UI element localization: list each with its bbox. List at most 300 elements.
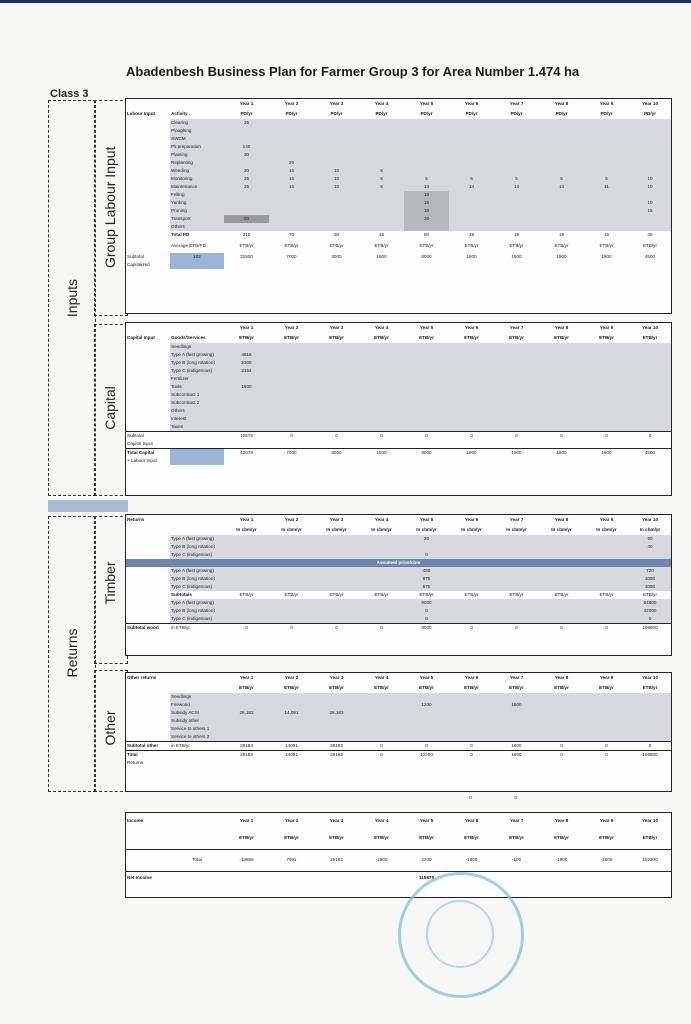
capital-value (584, 359, 629, 367)
labour-value (359, 199, 404, 207)
subtotal-value: 1600 (601, 253, 612, 259)
activity-name: Ploughing (170, 127, 224, 135)
subtotal-value: 0 (404, 742, 449, 751)
capital-row (126, 351, 671, 359)
subtotal-value: 106800 (629, 624, 671, 633)
unit-header: ETB/yr (284, 684, 299, 690)
cell (269, 457, 314, 465)
cell (126, 683, 170, 693)
unit-header: In cbm/yr (416, 526, 437, 532)
capital-value (224, 391, 269, 399)
labour-value: 5 (539, 175, 584, 183)
cell (170, 759, 224, 767)
cell (126, 323, 170, 333)
other-value (449, 693, 494, 701)
capital-value (584, 399, 629, 407)
year-header: Year 6 (464, 674, 479, 680)
subtotal-value: 0 (494, 624, 539, 633)
other-name: Seedlings (170, 693, 224, 701)
year-header: Year 3 (329, 100, 344, 106)
subtotal-value (269, 607, 314, 615)
top-edge-line (0, 0, 691, 3)
labour-value (449, 127, 494, 135)
cell (494, 457, 539, 465)
subtotal-value: 0 (449, 742, 494, 751)
labour-value: 5 (404, 175, 449, 183)
labour-value (224, 191, 269, 199)
volume-value (449, 535, 494, 543)
labour-value (269, 207, 314, 215)
price-value (584, 567, 629, 575)
assumed-price-band: Assumed price/cbm (376, 559, 421, 565)
other-value (224, 693, 269, 701)
subtotal-value: 0 (359, 742, 404, 751)
labour-value: 5 (359, 167, 404, 175)
unit-header: ETB/yr (374, 835, 389, 841)
year-header-row (126, 813, 671, 829)
unit-header: ETB/yr (419, 684, 434, 690)
unit-header: ETB/yr (374, 684, 389, 690)
cell (126, 701, 170, 709)
subtotal-label: Subtotal (126, 432, 170, 441)
volume-value (494, 535, 539, 543)
other-name: Firewood (170, 701, 224, 709)
year-header: Year 1 (239, 324, 254, 330)
capital-value (314, 367, 359, 375)
price-value: 575 (404, 583, 449, 591)
capital-value (269, 359, 314, 367)
capital-value (314, 415, 359, 423)
total-value: 45 (647, 231, 653, 237)
capital-value (404, 383, 449, 391)
cell (269, 261, 314, 269)
below-value (583, 794, 628, 802)
year-header: Year 4 (374, 674, 389, 680)
cell (494, 440, 539, 449)
subtotal-value: 1900 (466, 253, 477, 259)
timber-label: Timber (102, 561, 118, 605)
year-header: Year 1 (239, 817, 254, 823)
price-value (584, 583, 629, 591)
cell (170, 261, 224, 269)
labour-value (314, 127, 359, 135)
labour-value (494, 135, 539, 143)
cell (126, 615, 170, 624)
unit-cell: ETB/yr (419, 242, 434, 248)
price-value (539, 583, 584, 591)
cell (170, 525, 224, 535)
labour-value (449, 119, 494, 127)
subtotal-value: 0 (449, 624, 494, 633)
capital-value (449, 391, 494, 399)
year-header: Year 9 (599, 817, 614, 823)
cell (170, 813, 224, 829)
other-value (449, 725, 494, 733)
cell (494, 759, 539, 767)
capital-value (404, 399, 449, 407)
labour-value (224, 207, 269, 215)
labour-value (494, 215, 539, 223)
subtotal-value: 0 (449, 432, 494, 441)
unit-header: PD/yr (285, 110, 298, 116)
subtotal-value: 14091 (269, 742, 314, 751)
capital-value (359, 351, 404, 359)
goods-name: Subcontract 1 (170, 391, 224, 399)
subtotal-row (126, 253, 671, 261)
unit-header: ETB/yr (554, 684, 569, 690)
year-header: Year 10 (641, 674, 659, 680)
year-header: Year 6 (464, 516, 479, 522)
capital-value: 2308 (224, 359, 269, 367)
labour-value (629, 119, 671, 127)
avg-value: 102 (170, 253, 224, 261)
unit-header: ETB/yr (239, 835, 254, 841)
other-value (494, 693, 539, 701)
cell (170, 432, 224, 441)
subtotal-value (494, 607, 539, 615)
capital-row (126, 343, 671, 351)
labour-value (359, 127, 404, 135)
income-value: 102300 (629, 849, 671, 871)
subtotal-value (359, 607, 404, 615)
year-header: Year 7 (509, 516, 524, 522)
labour-value (539, 199, 584, 207)
timber-type: Type B (long rotation) (170, 575, 224, 583)
returns-label: Returns (64, 628, 80, 678)
timber-price-row (126, 575, 671, 583)
volume-value (224, 543, 269, 551)
below-value (313, 794, 358, 802)
subtotal-value: 0 (494, 432, 539, 441)
labour-row (126, 127, 671, 135)
income-value: 25183 (314, 849, 359, 871)
cell (126, 535, 170, 543)
unit-header-row (126, 109, 671, 119)
unit-header: ETB/yr (329, 835, 344, 841)
cell (314, 871, 359, 885)
labour-value: 20 (404, 215, 449, 223)
capital-value (539, 391, 584, 399)
year-header-row (126, 99, 671, 109)
labour-value (584, 159, 629, 167)
subtotal-label: Subtotal other (126, 742, 170, 751)
unit-header-row (126, 683, 671, 693)
other-returns-table (125, 672, 672, 792)
cell (169, 794, 223, 802)
labour-value: 18 (404, 191, 449, 199)
capital-row (126, 375, 671, 383)
capital-value (449, 399, 494, 407)
income-total-row (126, 849, 671, 871)
activity-name: Pit preparation (170, 143, 224, 151)
class-label: Class 3 (50, 88, 89, 100)
subtotal-value (359, 599, 404, 607)
subtotal-unit: in ETB/yr (170, 742, 224, 751)
goods-name: Tools (170, 383, 224, 391)
price-value (314, 567, 359, 575)
capital-value (494, 351, 539, 359)
year-header: Year 3 (329, 516, 344, 522)
labour-value (629, 135, 671, 143)
capitalized-label: Capitalized (127, 261, 150, 267)
subtotal-value (314, 615, 359, 624)
other-name: Service to others 1 (170, 725, 224, 733)
capital-value (269, 415, 314, 423)
cell (170, 440, 224, 449)
timber-volume-row (126, 551, 671, 559)
capital-value (269, 423, 314, 432)
unit-header: ETB/yr (642, 835, 658, 841)
unit-header: ETB/yr (599, 334, 614, 340)
cell (170, 515, 224, 525)
group-labour-label: Group Labour Input (102, 146, 118, 268)
labour-value (629, 127, 671, 135)
total-value: 0 (584, 751, 629, 760)
subtotal-value: 0 (584, 742, 629, 751)
unit-header: In cbm/yr (596, 526, 617, 532)
capital-value (449, 359, 494, 367)
timber-type: Type C (indigenous) (170, 615, 224, 624)
year-header: Year 2 (284, 674, 299, 680)
labour-value (584, 127, 629, 135)
unit-cell: ETB/yr (374, 242, 389, 248)
capital-value (404, 415, 449, 423)
cell (584, 440, 629, 449)
unit-header: ETB/yr (464, 835, 479, 841)
subtotal-value: 28183 (314, 742, 359, 751)
activity-name: Maintenance (170, 183, 224, 191)
cell (269, 440, 314, 449)
labour-value (584, 191, 629, 199)
capital-value (224, 415, 269, 423)
labour-value: 15 (269, 175, 314, 183)
total-label: Total Capital (126, 449, 170, 458)
unit-header-row (126, 333, 671, 343)
timber-subtotal-row (126, 599, 671, 607)
year-header: Year 3 (329, 817, 344, 823)
income-value: 2200 (404, 849, 449, 871)
cell (539, 457, 584, 465)
activity-name: Monitoring (170, 175, 224, 183)
cell (449, 261, 494, 269)
subtotal-value: 0 (629, 432, 671, 441)
other-value (404, 693, 449, 701)
page-title: Abadenbesh Business Plan for Farmer Group 3 for Area Number 1.474 ha (126, 64, 580, 79)
capital-value (584, 351, 629, 359)
subtotal-value: 42000 (629, 607, 671, 615)
total-value: 14091 (269, 751, 314, 760)
other-value (629, 733, 671, 742)
total-value: 28183 (224, 751, 269, 760)
capital-value (539, 415, 584, 423)
cell (126, 199, 170, 207)
labour-value (449, 159, 494, 167)
capital-value (494, 423, 539, 432)
cell (126, 343, 170, 351)
unit-header: ETB/yr (374, 334, 389, 340)
net-income-row (126, 871, 671, 885)
labour-row (126, 119, 671, 127)
total-value: 4500 (629, 449, 671, 458)
labour-value (629, 191, 671, 199)
volume-value (494, 543, 539, 551)
total-value: 10200 (404, 751, 449, 760)
subtotal-value: 0 (584, 624, 629, 633)
other-value (359, 709, 404, 717)
total-value: 1900 (494, 449, 539, 458)
capital-value: 2154 (224, 367, 269, 375)
cell (126, 127, 170, 135)
cell (126, 407, 170, 415)
labour-value (494, 191, 539, 199)
price-value (224, 583, 269, 591)
section-divider (48, 500, 128, 512)
unit-header: In cbm/yr (236, 526, 257, 532)
unit-header: PD/yr (510, 110, 523, 116)
subtotal-wood-row (126, 624, 671, 633)
unit-header: ETB/yr (284, 835, 299, 841)
volume-value (359, 543, 404, 551)
capital-value (404, 423, 449, 432)
capital-value (629, 423, 671, 432)
year-header: Year 8 (554, 674, 569, 680)
total-value: 1900 (449, 449, 494, 458)
labour-value (584, 143, 629, 151)
subtotal-label2: Capital Input (127, 440, 153, 446)
labour-value (539, 151, 584, 159)
capital-value (449, 407, 494, 415)
activity-name: Pruning (170, 207, 224, 215)
labour-value (359, 223, 404, 231)
subtotal-value: 3000 (331, 253, 342, 259)
other-name: Subsidy other (170, 717, 224, 725)
unit-header: ETB/yr (419, 835, 434, 841)
unit-header-row (126, 525, 671, 535)
labour-row (126, 207, 671, 215)
section-header: Income (127, 817, 144, 823)
labour-value (224, 127, 269, 135)
cell (126, 423, 170, 432)
volume-value (314, 543, 359, 551)
price-value (494, 583, 539, 591)
cell (126, 829, 170, 849)
other-value (314, 693, 359, 701)
subtotal-value (449, 615, 494, 624)
unit-header: ETB/yr (599, 684, 614, 690)
subtotal-value: 8000 (421, 253, 432, 259)
labour-total-row (126, 231, 671, 239)
subtotal-value: 31500 (240, 253, 253, 259)
unit-header: PD/yr (330, 110, 343, 116)
activity-name: Planting (170, 151, 224, 159)
band-row (126, 559, 671, 567)
capital-value (269, 375, 314, 383)
timber-subtotal-row (126, 607, 671, 615)
labour-value (314, 143, 359, 151)
activity-header: Activity (171, 110, 188, 116)
capital-value (584, 415, 629, 423)
unit-cell: ETB/yr (239, 591, 254, 597)
capital-value (449, 375, 494, 383)
band-cell (126, 559, 671, 567)
labour-value (404, 159, 449, 167)
cell (449, 440, 494, 449)
income-table (125, 812, 672, 898)
subtotal-value: 7000 (286, 253, 297, 259)
labour-value (269, 119, 314, 127)
labour-value (539, 135, 584, 143)
other-value (404, 725, 449, 733)
cell (126, 693, 170, 701)
price-value (584, 575, 629, 583)
labour-value: 14 (539, 183, 584, 191)
subtotal-value: 64800 (629, 599, 671, 607)
subtotal-value (584, 615, 629, 624)
labour-value (584, 199, 629, 207)
capital-value (404, 391, 449, 399)
cell (170, 829, 224, 849)
labour-value (584, 167, 629, 175)
inputs-label: Inputs (64, 278, 80, 318)
subtotal-value: 0 (584, 432, 629, 441)
labour-value: 5 (584, 175, 629, 183)
unit-header: In cbm/yr (506, 526, 527, 532)
subtotal-value (314, 599, 359, 607)
year-header: Year 2 (284, 516, 299, 522)
price-value (269, 575, 314, 583)
unit-header: ETB/yr (554, 334, 569, 340)
other-value (359, 693, 404, 701)
unit-cell: ETB/yr (599, 242, 614, 248)
labour-value: 15 (404, 199, 449, 207)
cell (170, 449, 224, 458)
cell (584, 871, 629, 885)
labour-value (494, 199, 539, 207)
year-header: Year 2 (284, 324, 299, 330)
capital-value (359, 407, 404, 415)
volume-value (224, 535, 269, 543)
year-header: Year 7 (509, 817, 524, 823)
other-value (269, 693, 314, 701)
cell (126, 183, 170, 191)
labour-value (449, 135, 494, 143)
cell (170, 99, 224, 109)
subtotal-value (584, 599, 629, 607)
labour-value: 25 (224, 175, 269, 183)
cell (170, 323, 224, 333)
cell (629, 759, 671, 767)
capital-value (629, 343, 671, 351)
timber-volume-row (126, 543, 671, 551)
cell (126, 575, 170, 583)
price-value (269, 567, 314, 575)
other-value (359, 725, 404, 733)
labour-value (449, 143, 494, 151)
capital-value (404, 343, 449, 351)
price-value (314, 583, 359, 591)
other-value (404, 733, 449, 742)
labour-value: 50 (224, 215, 269, 223)
capital-value (314, 391, 359, 399)
capital-value (314, 423, 359, 432)
cell (494, 261, 539, 269)
other-value (269, 733, 314, 742)
year-header: Year 9 (599, 324, 614, 330)
labour-value (539, 119, 584, 127)
goods-name: Seedlings (170, 343, 224, 351)
volume-value (404, 543, 449, 551)
subtotal-value: 1800 (494, 742, 539, 751)
